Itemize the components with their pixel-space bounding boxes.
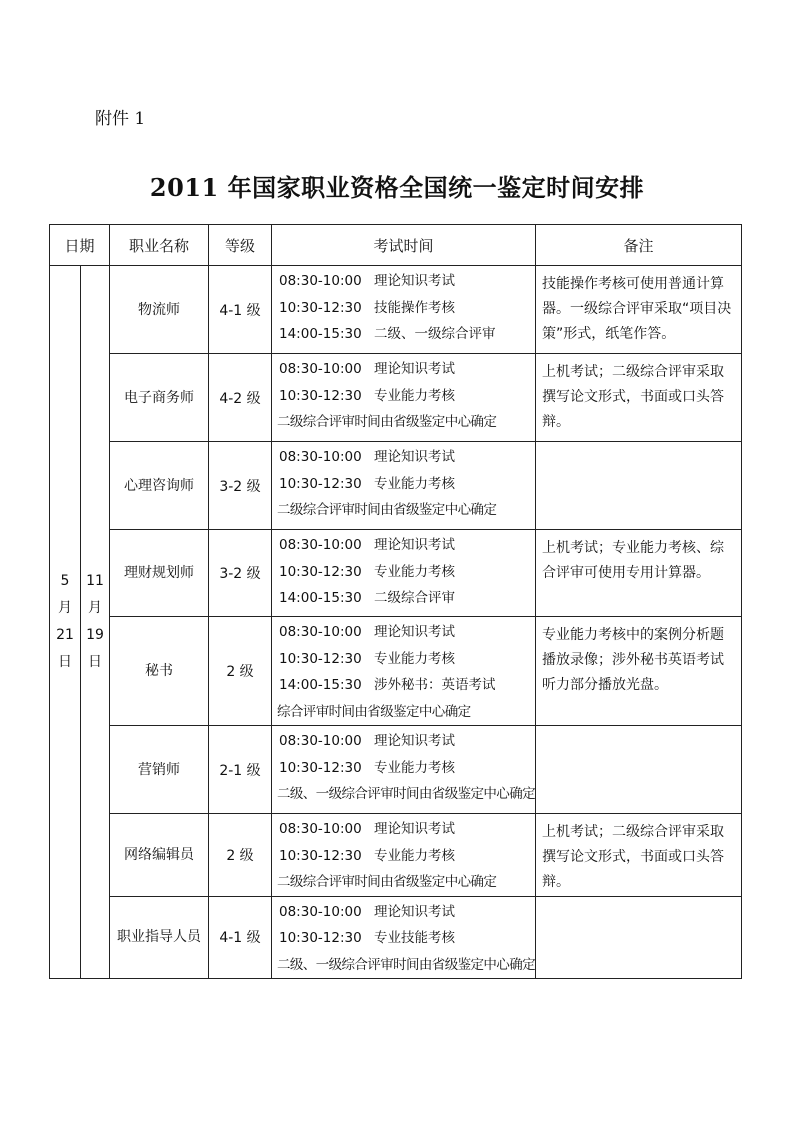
exam-subject: 二级综合评审 (374, 590, 455, 606)
occupation-name: 秘书 (110, 617, 209, 726)
exam-subject: 理论知识考试 (374, 733, 455, 749)
occupation-name: 理财规划师 (110, 530, 209, 617)
exam-subject: 专业技能考核 (374, 930, 455, 946)
exam-review-note: 二级、一级综合评审时间由省级鉴定中心确定 (277, 786, 535, 802)
exam-time-range: 10:30-12:30 (279, 475, 362, 492)
exam-time-range: 10:30-12:30 (279, 759, 362, 776)
exam-time-line (279, 295, 535, 322)
exam-time-line (279, 321, 535, 348)
exam-time-range: 14:00-15:30 (279, 326, 362, 342)
occupation-name: 电子商务师 (110, 354, 209, 442)
exam-time-line (279, 585, 535, 612)
header-note: 备注 (536, 225, 742, 266)
exam-subject: 专业能力考核 (374, 759, 455, 776)
level: 3-2 级 (209, 442, 272, 530)
exam-review-note: 综合评审时间由省级鉴定中心确定 (277, 703, 471, 720)
page-title: 2011 年国家职业资格全国统一鉴定时间安排 (149, 173, 645, 202)
exam-subject: 专业能力考核 (374, 475, 455, 492)
table-row (50, 266, 742, 354)
exam-time-line (279, 646, 535, 673)
table-row (50, 617, 742, 726)
remark: 上机考试；专业能力考核、综合评审可使用专用计算器。 (536, 530, 742, 617)
exam-times (272, 617, 536, 726)
exam-time-range: 10:30-12:30 (279, 563, 362, 580)
attachment-label: 附件 1 (95, 109, 146, 129)
exam-time-line (279, 816, 535, 843)
exam-time-line (279, 755, 535, 782)
exam-time-range: 14:00-15:30 (279, 677, 362, 693)
remark (536, 896, 742, 979)
exam-subject: 理论知识考试 (374, 449, 455, 465)
exam-subject: 理论知识考试 (374, 537, 455, 553)
level: 4-2 级 (209, 354, 272, 442)
exam-time-range: 10:30-12:30 (279, 650, 362, 667)
exam-subject: 理论知识考试 (374, 361, 455, 377)
date-second-day-unit: 日 (88, 654, 102, 670)
occupation-name: 营销师 (110, 726, 209, 814)
exam-time-range: 08:30-10:00 (279, 733, 362, 749)
exam-time-line (279, 672, 535, 699)
exam-subject: 理论知识考试 (374, 821, 455, 837)
exam-time-range: 08:30-10:00 (279, 273, 362, 289)
exam-time-line (279, 383, 535, 410)
exam-subject: 理论知识考试 (374, 273, 455, 289)
table-row (50, 354, 742, 442)
exam-time-line (279, 444, 535, 471)
exam-times (272, 896, 536, 979)
remark: 技能操作考核可使用普通计算器。一级综合评审采取“项目决策”形式，纸笔作答。 (536, 266, 742, 354)
exam-times (272, 354, 536, 442)
header-date: 日期 (50, 225, 110, 266)
exam-time-line (279, 728, 535, 755)
level: 2-1 级 (209, 726, 272, 814)
table-row (50, 726, 742, 814)
header-time: 考试时间 (272, 225, 536, 266)
exam-review-note: 二级综合评审时间由省级鉴定中心确定 (277, 502, 497, 518)
exam-subject: 专业能力考核 (374, 847, 455, 864)
exam-time-line (279, 471, 535, 498)
occupation-name: 心理咨询师 (110, 442, 209, 530)
exam-subject: 二级、一级综合评审 (374, 326, 496, 342)
table-row (50, 530, 742, 617)
exam-time-range: 10:30-12:30 (279, 299, 362, 316)
exam-times (272, 266, 536, 354)
exam-time-range: 08:30-10:00 (279, 903, 362, 920)
date-first-day-unit: 日 (58, 654, 72, 670)
exam-time-range: 08:30-10:00 (279, 361, 362, 377)
exam-review-note: 二级、一级综合评审时间由省级鉴定中心确定 (277, 956, 535, 973)
exam-review-note: 二级综合评审时间由省级鉴定中心确定 (277, 414, 497, 430)
exam-times (272, 442, 536, 530)
date-second-month-unit: 月 (88, 600, 102, 616)
table-row (50, 896, 742, 979)
table-row (50, 442, 742, 530)
date-first-day: 21 (56, 627, 74, 643)
exam-time-line (279, 559, 535, 586)
exam-time-range: 08:30-10:00 (279, 537, 362, 553)
level: 3-2 级 (209, 530, 272, 617)
header-level: 等级 (209, 225, 272, 266)
table-row (50, 814, 742, 897)
level: 4-1 级 (209, 266, 272, 354)
exam-subject: 技能操作考核 (374, 299, 455, 316)
exam-times (272, 726, 536, 814)
exam-subject: 涉外秘书：英语考试 (374, 677, 496, 693)
exam-time-range: 14:00-15:30 (279, 590, 362, 606)
exam-times (272, 530, 536, 617)
exam-time-range: 10:30-12:30 (279, 930, 362, 946)
level: 4-1 级 (209, 896, 272, 979)
level: 2 级 (209, 814, 272, 897)
exam-time-line (279, 532, 535, 559)
exam-subject: 专业能力考核 (374, 387, 455, 404)
occupation-name: 物流师 (110, 266, 209, 354)
exam-subject: 专业能力考核 (374, 650, 455, 667)
exam-time-range: 08:30-10:00 (279, 624, 362, 640)
occupation-name: 网络编辑员 (110, 814, 209, 897)
remark (536, 442, 742, 530)
remark: 专业能力考核中的案例分析题播放录像；涉外秘书英语考试听力部分播放光盘。 (536, 617, 742, 726)
exam-review-note: 二级综合评审时间由省级鉴定中心确定 (277, 874, 497, 890)
exam-time-line (279, 619, 535, 646)
remark: 上机考试；二级综合评审采取撰写论文形式，书面或口头答辩。 (536, 814, 742, 897)
exam-time-line (279, 268, 535, 295)
exam-times (272, 814, 536, 897)
exam-subject: 专业能力考核 (374, 563, 455, 580)
date-first-month-unit: 月 (58, 600, 72, 616)
date-first-month: 5 (60, 573, 70, 589)
exam-time-line (279, 843, 535, 870)
level: 2 级 (209, 617, 272, 726)
occupation-name: 职业指导人员 (110, 896, 209, 979)
exam-time-range: 08:30-10:00 (279, 449, 362, 465)
table-header-row (50, 225, 742, 266)
exam-time-range: 10:30-12:30 (279, 387, 362, 404)
date-second-cell (81, 266, 110, 979)
header-name: 职业名称 (110, 225, 209, 266)
exam-time-range: 10:30-12:30 (279, 847, 362, 864)
date-first-cell (50, 266, 81, 979)
date-second-day: 19 (86, 627, 104, 643)
exam-time-line (279, 899, 535, 926)
exam-subject: 理论知识考试 (374, 624, 455, 640)
remark (536, 726, 742, 814)
date-second-month: 11 (86, 573, 104, 589)
remark: 上机考试；二级综合评审采取撰写论文形式，书面或口头答辩。 (536, 354, 742, 442)
exam-time-range: 08:30-10:00 (279, 821, 362, 837)
exam-time-line (279, 356, 535, 383)
exam-subject: 理论知识考试 (374, 903, 455, 920)
exam-time-line (279, 925, 535, 952)
schedule-table (49, 224, 742, 979)
